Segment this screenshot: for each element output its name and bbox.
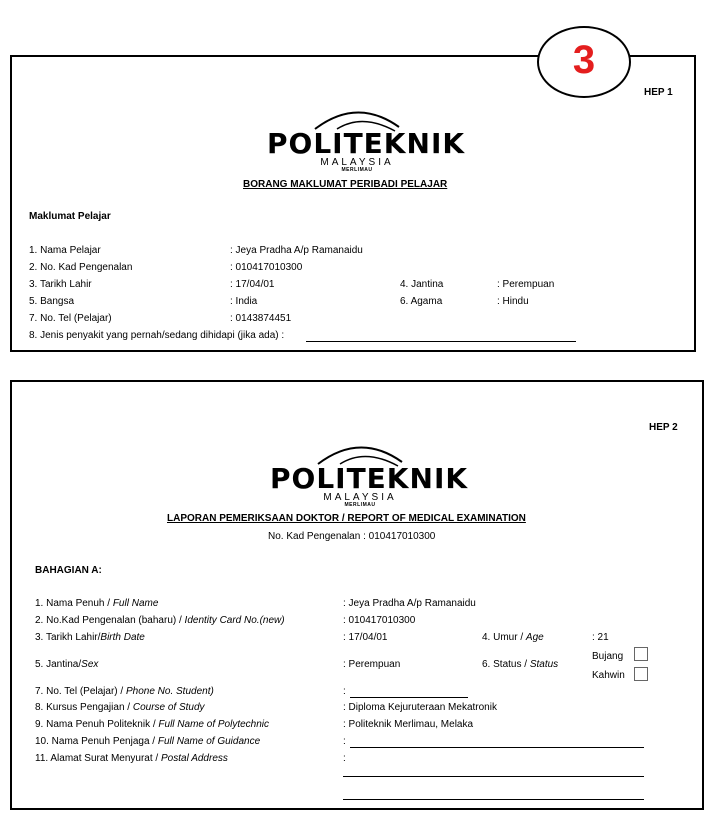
politeknik-logo bbox=[270, 434, 469, 512]
section-heading: Maklumat Pelajar bbox=[29, 211, 111, 222]
page-number-badge bbox=[537, 26, 631, 98]
field-label: 5. Bangsa bbox=[29, 296, 75, 307]
blank-line bbox=[350, 747, 644, 748]
field-label: 2. No. Kad Pengenalan bbox=[29, 262, 133, 273]
field-label: 9. Nama Penuh Politeknik / Full Name of Polytechnic bbox=[35, 719, 270, 730]
form-code: HEP 1 bbox=[644, 87, 673, 98]
blank-line bbox=[343, 776, 644, 777]
field-label: 6. Status / Status bbox=[482, 659, 559, 670]
field-value: : Diploma Kejuruteraan Mekatronik bbox=[343, 702, 497, 713]
field-value: : bbox=[343, 753, 346, 764]
status-option-label: Bujang bbox=[592, 651, 624, 662]
form-hep1 bbox=[10, 55, 696, 352]
blank-line bbox=[343, 799, 644, 800]
bujang-checkbox[interactable] bbox=[634, 647, 648, 661]
badge-number: 3 bbox=[572, 38, 596, 82]
form-title: LAPORAN PEMERIKSAAN DOKTOR / REPORT OF MEDICAL EXAMINATION bbox=[167, 513, 526, 524]
field-label: 3. Tarikh Lahir bbox=[29, 279, 92, 290]
field-label: 5. Jantina/Sex bbox=[35, 659, 99, 670]
field-label: 3. Tarikh Lahir/Birth Date bbox=[35, 632, 145, 643]
politeknik-logo bbox=[267, 99, 466, 174]
field-label: 1. Nama Pelajar bbox=[29, 245, 101, 256]
field-value: : Perempuan bbox=[343, 659, 401, 670]
field-label: 8. Jenis penyakit yang pernah/sedang dihidapi (jika ada) : bbox=[29, 330, 285, 341]
blank-line bbox=[350, 697, 468, 698]
blank-line bbox=[306, 341, 576, 342]
field-label: 7. No. Tel (Pelajar) bbox=[29, 313, 112, 324]
ic-line: No. Kad Pengenalan : 010417010300 bbox=[268, 531, 436, 542]
field-label: 8. Kursus Pengajian / Course of Study bbox=[35, 702, 205, 713]
field-label: 1. Nama Penuh / Full Name bbox=[35, 598, 159, 609]
logo-name: POLITEKNIK bbox=[267, 127, 466, 160]
field-value: : 010417010300 bbox=[230, 262, 303, 273]
field-label: 4. Jantina bbox=[400, 279, 444, 290]
field-value: : Perempuan bbox=[497, 279, 555, 290]
field-value: : bbox=[343, 686, 346, 697]
field-label: 10. Nama Penuh Penjaga / Full Name of Guidance bbox=[35, 736, 261, 747]
logo-campus: MERLIMAU bbox=[344, 502, 376, 508]
field-value: : 17/04/01 bbox=[343, 632, 388, 643]
form-code: HEP 2 bbox=[649, 422, 678, 433]
kahwin-checkbox[interactable] bbox=[634, 667, 648, 681]
field-value: : Jeya Pradha A/p Ramanaidu bbox=[343, 598, 476, 609]
field-value: : Jeya Pradha A/p Ramanaidu bbox=[230, 245, 363, 256]
field-value: : 17/04/01 bbox=[230, 279, 275, 290]
field-value: : 010417010300 bbox=[343, 615, 416, 626]
field-label: 7. No. Tel (Pelajar) / Phone No. Student) bbox=[35, 686, 214, 697]
field-value: : 21 bbox=[592, 632, 609, 643]
form-title: BORANG MAKLUMAT PERIBADI PELAJAR bbox=[243, 179, 448, 190]
field-value: : Hindu bbox=[497, 296, 529, 307]
field-value: : India bbox=[230, 296, 258, 307]
field-label: 11. Alamat Surat Menyurat / Postal Address bbox=[35, 753, 228, 764]
logo-name: POLITEKNIK bbox=[270, 462, 469, 495]
section-heading: BAHAGIAN A: bbox=[35, 565, 102, 576]
logo-campus: MERLIMAU bbox=[341, 167, 373, 173]
field-label: 6. Agama bbox=[400, 296, 443, 307]
field-value: : 0143874451 bbox=[230, 313, 292, 324]
field-value: : Politeknik Merlimau, Melaka bbox=[343, 719, 474, 730]
status-option-label: Kahwin bbox=[592, 670, 625, 681]
field-value: : bbox=[343, 736, 346, 747]
field-label: 4. Umur / Age bbox=[482, 632, 544, 643]
form-hep2 bbox=[10, 380, 704, 810]
field-label: 2. No.Kad Pengenalan (baharu) / Identity Card No.(new) bbox=[35, 615, 285, 626]
logo-country: MALAYSIA bbox=[320, 157, 394, 168]
logo-country: MALAYSIA bbox=[323, 492, 397, 503]
